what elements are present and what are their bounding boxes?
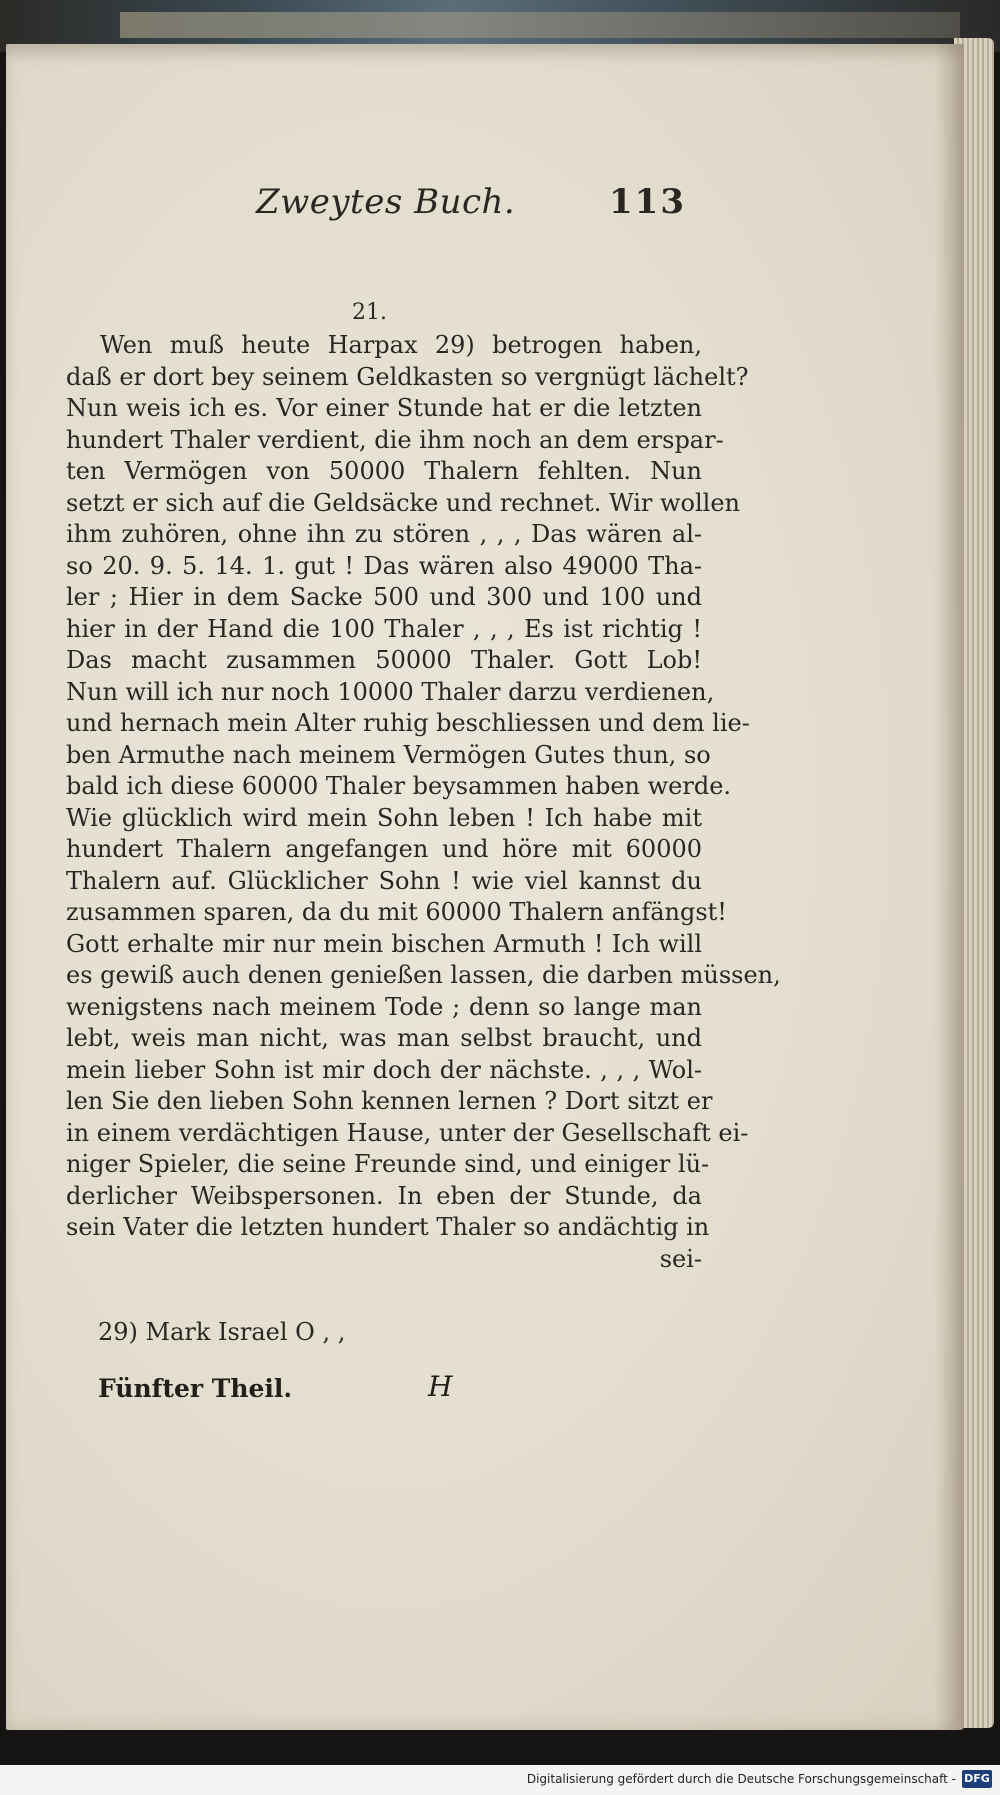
funding-credit: Digitalisierung gefördert durch die Deutsche Forschungsgemeinschaft - bbox=[526, 1772, 956, 1786]
page-header bbox=[256, 182, 686, 232]
text-line: hier in der Hand die 100 Thaler , , , Es ist richtig ! bbox=[66, 614, 702, 643]
text-line: und hernach mein Alter ruhig beschliessen und dem lie- bbox=[66, 709, 750, 737]
text-line: wenigstens nach meinem Tode ; denn so lange man bbox=[66, 992, 702, 1021]
text-line: mein lieber Sohn ist mir doch der nächste. , , , Wol- bbox=[66, 1055, 702, 1084]
signature-row bbox=[98, 1370, 458, 1410]
text-line: bald ich diese 60000 Thaler beysammen haben werde. bbox=[66, 772, 732, 800]
text-line: so 20. 9. 5. 14. 1. gut ! Das wären also 49000 Tha- bbox=[66, 551, 702, 580]
text-line: daß er dort bey seinem Geldkasten so vergnügt lächelt? bbox=[66, 362, 749, 391]
signature-mark: H bbox=[428, 1370, 453, 1403]
text-line: ler ; Hier in dem Sacke 500 und 300 und 100 und bbox=[66, 583, 702, 611]
dfg-logo: DFG bbox=[962, 1770, 992, 1788]
text-line: sein Vater die letzten hundert Thaler so andächtig in bbox=[66, 1213, 710, 1241]
text-line: hundert Thaler verdient, die ihm noch an dem erspar- bbox=[66, 425, 724, 454]
page-gutter-shadow bbox=[934, 44, 964, 1730]
running-head: Zweytes Buch. bbox=[256, 182, 516, 222]
text-line: Thalern auf. Glücklicher Sohn ! wie viel kannst du bbox=[66, 866, 702, 895]
text-line: hundert Thalern angefangen und höre mit 60000 bbox=[66, 835, 702, 863]
catchword: sei- bbox=[659, 1244, 702, 1273]
footnote: 29) Mark Israel O , , bbox=[98, 1318, 346, 1346]
text-line: setzt er sich auf die Geldsäcke und rechnet. Wir wollen bbox=[66, 488, 740, 517]
text-line: Das macht zusammen 50000 Thaler. Gott Lob! bbox=[66, 646, 702, 674]
text-line: Wie glücklich wird mein Sohn leben ! Ich habe mit bbox=[66, 803, 702, 832]
text-line: Nun weis ich es. Vor einer Stunde hat er die letzten bbox=[66, 394, 702, 422]
text-line: Wen muß heute Harpax 29) betrogen haben, bbox=[100, 331, 702, 359]
text-line: lebt, weis man nicht, was man selbst braucht, und bbox=[66, 1024, 702, 1052]
text-line: ihm zuhören, ohne ihn zu stören , , , Das wären al- bbox=[66, 520, 702, 548]
text-line: in einem verdächtigen Hause, unter der Gesellschaft ei- bbox=[66, 1118, 749, 1147]
body-text bbox=[66, 330, 781, 1275]
text-line: es gewiß auch denen genießen lassen, die darben müssen, bbox=[66, 961, 781, 989]
text-line: zusammen sparen, da du mit 60000 Thalern anfängst! bbox=[66, 898, 727, 926]
cover-paper-edge bbox=[120, 12, 960, 38]
digitization-footer bbox=[0, 1765, 1000, 1795]
page-number: 113 bbox=[609, 182, 686, 222]
text-line: Nun will ich nur noch 10000 Thaler darzu verdienen, bbox=[66, 677, 715, 706]
text-line: ben Armuthe nach meinem Vermögen Gutes thun, so bbox=[66, 740, 711, 769]
text-line: ten Vermögen von 50000 Thalern fehlten. Nun bbox=[66, 457, 702, 485]
text-line: derlicher Weibspersonen. In eben der Stunde, da bbox=[66, 1181, 702, 1210]
text-line: len Sie den lieben Sohn kennen lernen ? Dort sitzt er bbox=[66, 1087, 713, 1115]
section-number: 21. bbox=[352, 300, 387, 325]
text-line: niger Spieler, die seine Freunde sind, und einiger lü- bbox=[66, 1150, 710, 1178]
section-label: Fünfter Theil. bbox=[98, 1374, 293, 1403]
text-line: Gott erhalte mir nur mein bischen Armuth ! Ich will bbox=[66, 929, 702, 958]
